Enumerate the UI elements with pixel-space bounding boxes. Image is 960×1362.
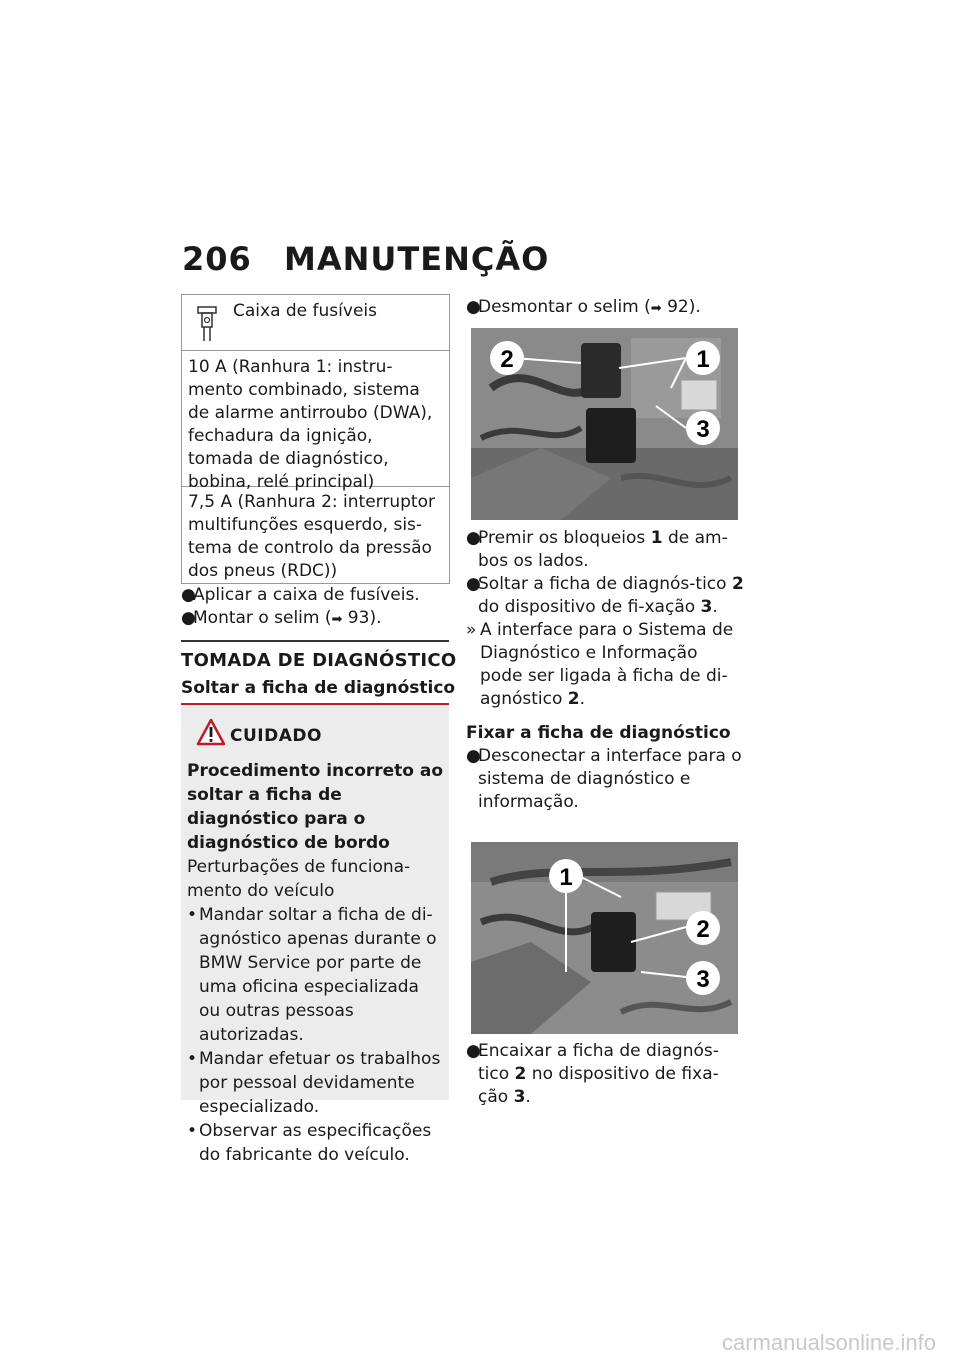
caution-label: CUIDADO [230, 726, 322, 746]
diagnostic-plug-photo [471, 328, 738, 520]
figure-release-plug [471, 328, 738, 520]
fuse-table-heading-row [182, 295, 449, 351]
list-item: ● Montar o selim (➡ 93). [181, 607, 449, 631]
caution-headline: Procedimento incorreto ao soltar a ficha de diagnóstico para o diagnóstico de bordo [187, 761, 444, 853]
bullet-icon: ● [466, 574, 481, 594]
caution-body [187, 759, 445, 1167]
subsection-title: Soltar a ficha de diagnóstico [181, 678, 456, 698]
list-item: ● Aplicar a caixa de fusíveis. [181, 585, 420, 605]
bullet-icon: • [187, 1049, 198, 1069]
list-item: • Mandar soltar a ficha de di-agnóstico apenas durante o BMW Service por parte de uma oficina especializada ou outras pessoas autorizadas. [187, 905, 437, 1045]
result-arrow-icon: » [466, 620, 477, 640]
page-ref-arrow-icon: ➡ [650, 301, 662, 316]
page-reference[interactable]: 92 [667, 297, 689, 317]
list-item: ● Premir os bloqueios 1 de am-bos os lados. [466, 528, 728, 571]
fuse-icon [196, 305, 218, 343]
fuse-table-heading: Caixa de fusíveis [233, 301, 377, 321]
bullet-icon: ● [466, 297, 481, 317]
list-item: ● Encaixar a ficha de diagnós-tico 2 no dispositivo de fixa-ção 3. [466, 1041, 719, 1107]
caution-consequence: Perturbações de funciona-mento do veículo [187, 857, 411, 901]
list-item: ● Desconectar a interface para o sistema de diagnóstico e informação. [466, 746, 742, 812]
list-item: » A interface para o Sistema de Diagnóstico e Informação pode ser ligada à ficha de di-agnóstico 2. [466, 620, 734, 709]
remove-seat-step [466, 296, 746, 320]
fuse-table-row: 10 A (Ranhura 1: instru-mento combinado, sistema de alarme antirroubo (DWA), fechadura da ignição, tomada de diagnóstico, bobina, relé principal) [182, 351, 449, 487]
subsection-title: Fixar a ficha de diagnóstico [466, 723, 731, 743]
bullet-icon: ● [181, 608, 196, 628]
bullet-icon: • [187, 1121, 198, 1141]
figure-attach-plug [471, 842, 738, 1034]
figure-callout-label: 1 [696, 346, 710, 373]
section-divider [181, 640, 449, 642]
page-ref-arrow-icon: ➡ [331, 612, 343, 627]
figure-callout-label: 1 [559, 864, 573, 891]
fuse-table-row: 7,5 A (Ranhura 2: interruptor multifunções esquerdo, sis-tema de controlo da pressão dos pneus (RDC)) [188, 492, 435, 581]
bullet-icon: ● [181, 585, 196, 605]
insert-step [466, 1040, 744, 1109]
list-item: ● Desmontar o selim (➡ 92). [466, 296, 746, 320]
list-item: ● Soltar a ficha de diagnós-tico 2 do dispositivo de fi-xação 3. [466, 574, 744, 617]
list-item: • Mandar efetuar os trabalhos por pessoal devidamente especializado. [187, 1049, 441, 1117]
list-item: • Observar as especificações do fabricante do veículo. [187, 1121, 432, 1165]
section-title: TOMADA DE DIAGNÓSTICO [181, 650, 457, 671]
release-steps [466, 527, 744, 814]
page-number: 206 [182, 240, 252, 278]
watermark: carmanualsonline.info [721, 1330, 936, 1355]
bullet-icon: ● [466, 528, 481, 548]
figure-callout-label: 2 [500, 346, 514, 373]
bullet-icon: • [187, 905, 198, 925]
warning-triangle-icon [196, 718, 226, 746]
figure-callout-label: 3 [696, 416, 710, 443]
diagnostic-plug-photo [471, 842, 738, 1034]
page-title: MANUTENÇÃO [284, 240, 550, 278]
left-steps [181, 584, 449, 631]
bullet-icon: ● [466, 1041, 481, 1061]
figure-callout-label: 2 [696, 916, 710, 943]
figure-callout-label: 3 [696, 966, 710, 993]
fuse-table [181, 294, 450, 584]
bullet-icon: ● [466, 746, 481, 766]
page-reference[interactable]: 93 [347, 608, 370, 628]
